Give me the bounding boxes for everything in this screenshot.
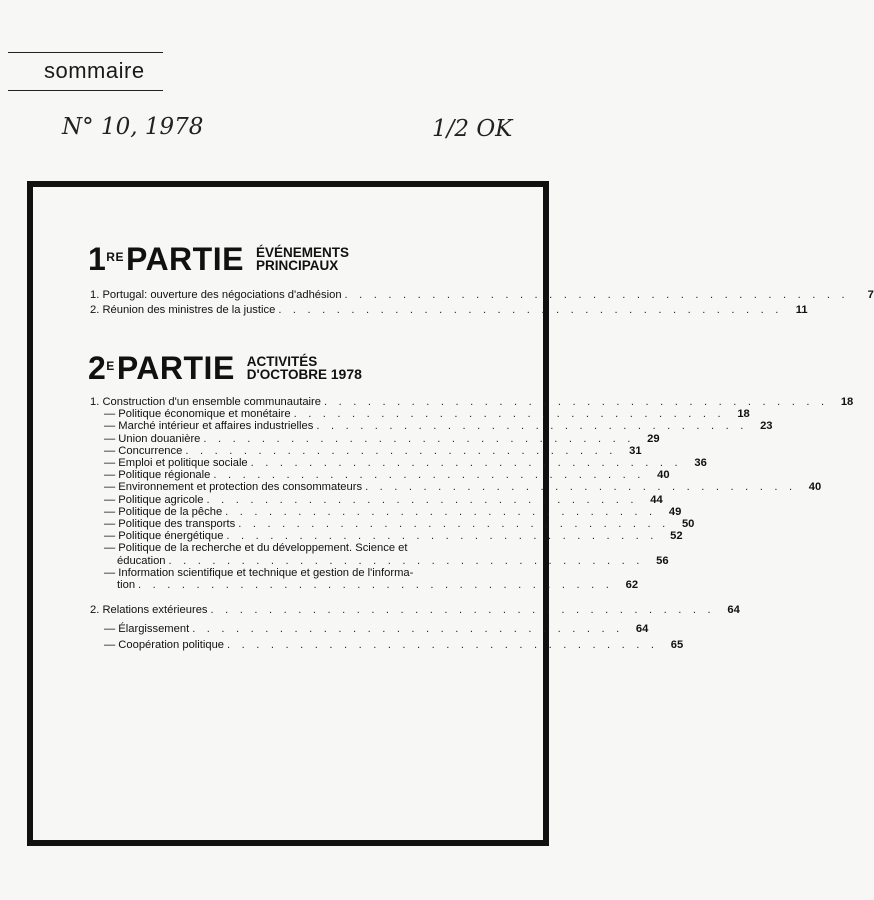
toc-entry-page: 50: [681, 518, 695, 531]
toc-entry-page: 29: [647, 432, 660, 445]
part2-sup: E: [106, 359, 115, 373]
part1-heading: [88, 243, 349, 275]
toc-entry: [90, 432, 660, 445]
toc-entry-text: — Environnement et protection des consommateurs: [104, 481, 363, 494]
toc-entry-page: 40: [657, 469, 670, 482]
toc-entry-text: — Marché intérieur et affaires industrielles: [104, 420, 314, 433]
toc-entry-multiline: [90, 542, 669, 567]
leader-dots: . . . . . . . . . . . . . . . . . . . . . . . . . . . . . . . . . . .: [344, 289, 849, 301]
leader-dots: . . . . . . . . . . . . . . . . . . . . . . . . . . . . . .: [227, 638, 659, 651]
toc-entry-text: — Politique de la pêche: [104, 505, 223, 518]
toc-entry-page: 52: [670, 530, 683, 543]
toc-entry-text: — Emploi et politique sociale: [104, 457, 248, 470]
part1-word: PARTIE: [125, 241, 244, 277]
toc-entry-text: — Coopération politique: [104, 638, 225, 651]
toc-entry-page: 23: [760, 420, 773, 433]
leader-dots: . . . . . . . . . . . . . . . . . . . . . . . . . . . . . .: [238, 518, 670, 531]
part1-number: 1: [88, 241, 107, 277]
handwritten-status-note: 1/2 OK: [432, 116, 513, 142]
toc-entry: [90, 303, 808, 318]
leader-dots: . . . . . . . . . . . . . . . . . . . . . . . . . . . . . .: [203, 432, 635, 445]
toc-section-text: 2. Relations extérieures: [90, 604, 208, 617]
toc-entry: [90, 444, 642, 457]
part1-subtitle: [256, 246, 349, 272]
toc-entry: [90, 288, 874, 303]
leader-dots: . . . . . . . . . . . . . . . . . . . . . . . . . . . . . .: [226, 530, 658, 543]
leader-dots: . . . . . . . . . . . . . . . . . . . . . . . . . . . . . .: [293, 408, 725, 421]
toc-entry-line2: [104, 579, 639, 592]
toc-section: [90, 604, 740, 617]
toc-entry-page: 31: [629, 444, 642, 457]
toc-entry-text: — Concurrence: [104, 444, 183, 457]
part2-title: [88, 352, 235, 384]
toc-entry-page: 62: [625, 579, 639, 592]
toc-entry: [90, 469, 670, 482]
toc-entry: [90, 638, 684, 651]
toc-entry-page: 18: [737, 408, 750, 421]
toc-entry-text: 1. Portugal: ouverture des négociations d'adhésion: [90, 289, 342, 301]
toc-entry: [90, 518, 695, 531]
toc-section-page: 64: [727, 604, 740, 617]
toc-entry-page: 36: [694, 457, 707, 470]
leader-dots: . . . . . . . . . . . . . . . . . . . . . . . . . . . . . . . . . . .: [323, 396, 829, 408]
spacer: [90, 591, 472, 604]
part1-toc: [90, 288, 874, 317]
toc-entry-text: — Politique des transports: [104, 518, 236, 531]
toc-entry-page: 49: [668, 505, 682, 518]
top-rule: [8, 52, 163, 53]
leader-dots: . . . . . . . . . . . . . . . . . . . . . . . . . . . . . .: [250, 457, 682, 470]
toc-entry-text-line2: tion: [117, 579, 136, 592]
toc-entry: [90, 408, 750, 421]
toc-entry-page: 11: [795, 303, 808, 316]
leader-dots: . . . . . . . . . . . . . . . . . . . . . . . . . . . . . .: [185, 444, 617, 457]
toc-entry: [90, 457, 707, 470]
toc-section: [90, 396, 854, 408]
toc-entry-page: 64: [635, 623, 649, 636]
toc-entry-page: 65: [670, 638, 684, 651]
part2-subtitle-month: D'OCTOBRE: [246, 367, 327, 382]
page-title: sommaire: [44, 58, 145, 83]
toc-entry-text: — Élargissement: [104, 623, 190, 636]
toc-entry-text-line2: éducation: [117, 554, 166, 567]
handwritten-issue-note: N° 10, 1978: [62, 114, 204, 140]
toc-entry-text-line1: — Information scientifique et technique et gestion de l'informa-: [104, 566, 414, 579]
part2-toc: [90, 396, 854, 651]
toc-section-text: 1. Construction d'un ensemble communautaire: [90, 396, 321, 408]
leader-dots: . . . . . . . . . . . . . . . . . . . . . . . . . . . . . . . . .: [138, 579, 614, 592]
part2-heading: [88, 352, 362, 384]
leader-dots: . . . . . . . . . . . . . . . . . . . . . . . . . . . . . .: [316, 420, 748, 433]
toc-entry: [90, 530, 683, 543]
leader-dots: . . . . . . . . . . . . . . . . . . . . . . . . . . . . . .: [365, 481, 797, 494]
leader-dots: . . . . . . . . . . . . . . . . . . . . . . . . . . . . . .: [192, 623, 624, 636]
part1-subtitle-line2: PRINCIPAUX: [255, 258, 339, 273]
leader-dots: . . . . . . . . . . . . . . . . . . . . . . . . . . . . . .: [206, 493, 638, 506]
toc-entry-page: 56: [656, 554, 669, 567]
toc-entry-text: 2. Réunion des ministres de la justice: [90, 303, 276, 316]
toc-entry-line2: [104, 554, 669, 567]
leader-dots: . . . . . . . . . . . . . . . . . . . . . . . . . . . . . .: [225, 505, 657, 518]
toc-entry: [90, 420, 773, 433]
toc-entry-multiline: [90, 566, 639, 592]
toc-entry-page: 7: [867, 289, 874, 301]
leader-dots: . . . . . . . . . . . . . . . . . . . . . . . . . . . . . . . . .: [168, 554, 644, 567]
toc-entry: [90, 493, 663, 506]
part2-subtitle-line1: ACTIVITÉS: [246, 354, 318, 369]
part1-sup: RE: [106, 250, 124, 264]
toc-entry-text-line1: — Politique de la recherche et du développement. Science et: [104, 542, 408, 555]
part2-word: PARTIE: [116, 350, 235, 386]
toc-entry: [90, 505, 682, 518]
part1-subtitle-line1: ÉVÉNEMENTS: [255, 245, 349, 260]
toc-entry-text: — Politique régionale: [104, 469, 211, 482]
toc-entry-text: — Politique agricole: [104, 493, 204, 506]
part2-subtitle: [247, 355, 362, 381]
part1-title: [88, 243, 244, 275]
leader-dots: . . . . . . . . . . . . . . . . . . . . . . . . . . . . . .: [213, 469, 645, 482]
part2-subtitle-year: 1978: [330, 366, 362, 382]
toc-entry: [90, 481, 822, 494]
part2-number: 2: [88, 350, 107, 386]
toc-entry-page: 40: [808, 481, 822, 494]
toc-entry: [90, 623, 649, 636]
toc-entry-text: — Politique économique et monétaire: [104, 408, 291, 421]
part2-subtitle-line2: [247, 368, 362, 381]
toc-entry-page: 44: [650, 493, 663, 506]
toc-entry-text: — Union douanière: [104, 432, 201, 445]
leader-dots: . . . . . . . . . . . . . . . . . . . . . . . . . . . . . . . . . . .: [278, 303, 783, 316]
toc-entry-text: — Politique énergétique: [104, 530, 224, 543]
title-underline: [8, 90, 163, 91]
leader-dots: . . . . . . . . . . . . . . . . . . . . . . . . . . . . . . . . . . .: [210, 604, 715, 617]
toc-section-page: 18: [840, 396, 854, 408]
